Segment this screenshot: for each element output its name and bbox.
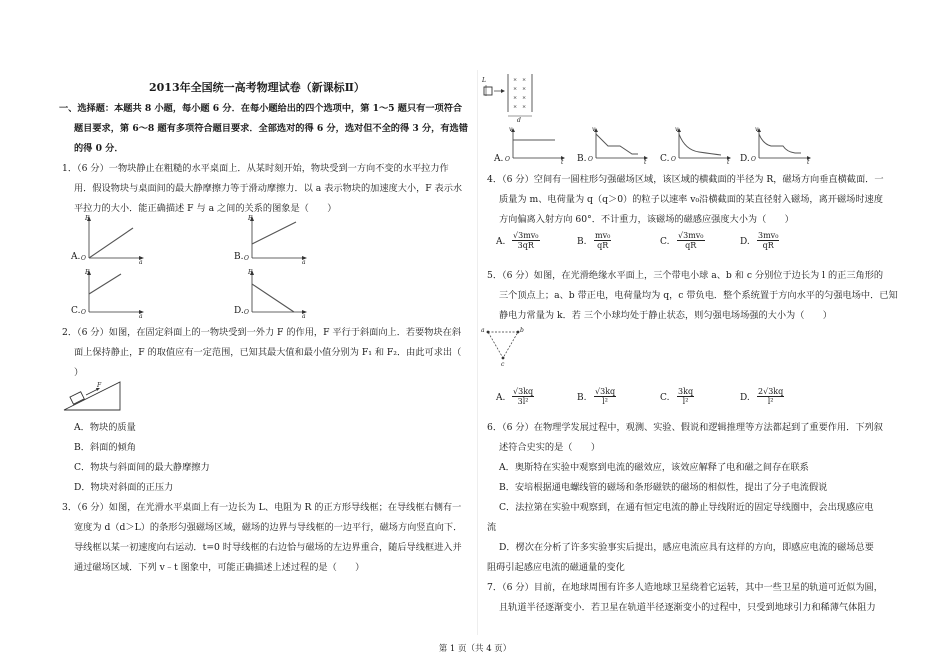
q3-graph-c <box>671 126 735 166</box>
q3-graph-b <box>588 126 652 166</box>
q1-graph-a <box>81 215 147 266</box>
q6-option-c: C．法拉第在实验中观察到，在通有恒定电流的静止导线附近的固定导线圈中，会出现感应电 <box>499 502 874 513</box>
axis-label-f: F <box>85 215 90 222</box>
q3-graph-d <box>751 126 815 166</box>
q3-text: 宽度为 d（d＞L）的条形匀强磁场区域，磁场的边界与导线框的一边平行，磁场方向竖直向下． <box>74 522 463 533</box>
svg-text:t: t <box>807 159 810 166</box>
origin-label: O <box>244 255 249 262</box>
svg-text:O: O <box>505 156 510 163</box>
q3-option-a-label: A. <box>494 154 504 164</box>
incline-diagram <box>64 380 124 412</box>
q3-option-d-label: D. <box>740 154 750 164</box>
svg-text:×: × <box>513 104 518 110</box>
loop-field-diagram <box>484 72 544 122</box>
svg-text:v: v <box>675 126 679 133</box>
q3-text: 通过磁场区域．下列 v﹣t 图象中，可能正确描述上述过程的是（ ） <box>74 562 365 573</box>
q4-option-d-label: D. <box>740 237 750 247</box>
q4-text: 4．（6 分）空间有一圆柱形匀强磁场区域，该区域的横截面的半径为 R，磁场方向垂直横截面．一 <box>487 174 884 185</box>
q6-text: 述符合史实的是（ ） <box>499 442 601 453</box>
svg-text:v: v <box>509 126 513 133</box>
q3-option-c-label: C. <box>660 154 670 164</box>
q4-option-a-label: A. <box>496 237 506 247</box>
q5-option-b-value: $\frac{√3kq}{\text{l²}}$ <box>595 387 616 406</box>
q1-text: 1．（6 分）一物块静止在粗糙的水平桌面上．从某时刻开始，物块受到一方向不变的水平拉力作 <box>62 163 449 174</box>
q1-text: 用．假设物块与桌面间的最大静摩擦力等于滑动摩擦力．以 a 表示物块的加速度大小，F 表示水 <box>74 183 463 194</box>
section-heading-line: 一、选择题：本题共 8 小题，每小题 6 分．在每小题给出的四个选项中，第 1～5 题只有一项符合 <box>59 103 463 114</box>
q6-option-d: D．楞次在分析了许多实验事实后提出，感应电流应具有这样的方向，即感应电流的磁场总要 <box>499 542 874 553</box>
q5-option-c-label: C. <box>660 393 670 403</box>
svg-text:×: × <box>522 77 527 83</box>
svg-text:O: O <box>588 156 593 163</box>
svg-text:×: × <box>522 86 527 92</box>
q6-option-d-cont: 阻碍引起感应电流的磁通量的变化 <box>487 562 625 573</box>
loop-side-label: L <box>482 77 486 84</box>
q5-option-b-label: B. <box>577 393 587 403</box>
q2-text: ） <box>74 367 84 378</box>
triangle-charges-diagram <box>481 327 524 368</box>
svg-text:×: × <box>513 86 518 92</box>
q1-graph-b <box>244 215 310 266</box>
q2-text: 2．（6 分）如图，在固定斜面上的一物块受到一外力 F 的作用，F 平行于斜面向上．若要物块在斜 <box>62 327 462 338</box>
svg-text:×: × <box>522 104 527 110</box>
section-heading-line: 的得 0 分． <box>74 143 124 154</box>
q5-text: 三个顶点上；a、b 带正电，电荷量均为 q，c 带负电．整个系统置于方向水平的匀强电场中．已知 <box>499 290 898 301</box>
axis-label-f: F <box>248 215 253 222</box>
q4-text: 方向偏离入射方向 60°．不计重力，该磁场的磁感应强度大小为（ ） <box>499 214 794 225</box>
svg-text:O: O <box>751 156 756 163</box>
q2-text: 面上保持静止，F 的取值应有一定范围，已知其最大值和最小值分别为 F₁ 和 F₂．由此可求出（ <box>74 347 462 358</box>
svg-text:v: v <box>592 126 596 133</box>
axis-label-a: a <box>139 313 143 320</box>
q3-graph-a <box>505 126 569 166</box>
svg-text:t: t <box>727 159 730 166</box>
q3-text: 导线框以某一初速度向右运动．t=0 时导线框的右边恰与磁场的左边界重合，随后导线框进入并 <box>74 542 462 553</box>
svg-text:v: v <box>755 126 759 133</box>
column-divider <box>477 70 478 635</box>
page-footer: 第 1 页（共 4 页） <box>438 644 512 654</box>
origin-label: O <box>244 309 249 316</box>
q1-option-c-label: C. <box>71 306 81 316</box>
q7-text: 7．（6 分）目前，在地球周围有许多人造地球卫星绕着它运转，其中一些卫星的轨道可近似为圆， <box>487 582 883 593</box>
q4-text: 质量为 m、电荷量为 q（q＞0）的粒子以速率 v₀沿横截面的某直径射入磁场，离开磁场时速度 <box>499 194 883 205</box>
q4-option-d-value: $\frac{\text{3mv₀}}{qR}$ <box>758 231 779 250</box>
q5-text: 5．（6 分）如图，在光滑绝缘水平面上，三个带电小球 a、b 和 c 分别位于边长为 l 的正三角形的 <box>487 270 884 281</box>
axis-label-f: F <box>248 269 253 276</box>
axis-label-a: a <box>139 259 143 266</box>
svg-text:×: × <box>513 95 518 101</box>
q5-option-c-value: $\frac{3kq}{\text{l²}}$ <box>678 387 694 406</box>
q2-option-d: D．物块对斜面的正压力 <box>74 482 174 493</box>
q6-option-a: A．奥斯特在实验中观察到电流的磁效应，该效应解释了电和磁之间存在联系 <box>499 462 809 473</box>
q4-option-a-value: $\frac{\text{√3mv₀}}{3qR}$ <box>513 231 539 250</box>
q2-option-a: A．物块的质量 <box>74 422 136 433</box>
q1-option-b-label: B. <box>234 252 244 262</box>
svg-text:t: t <box>561 159 564 166</box>
q2-option-c: C．物块与斜面间的最大静摩擦力 <box>74 462 210 473</box>
svg-text:O: O <box>671 156 676 163</box>
q1-text: 平拉力的大小．能正确描述 F 与 a 之间的关系的图象是（ ） <box>74 203 337 214</box>
q5-option-a-value: $\frac{√3kq}{\text{3l²}}$ <box>513 387 534 406</box>
q1-option-d-label: D. <box>234 306 244 316</box>
q4-option-b-value: $\frac{\text{mv₀}}{qR}$ <box>595 231 611 250</box>
force-label-f: F <box>97 382 102 389</box>
q5-text: 静电力常量为 k．若 三个小球均处于静止状态，则匀强电场场强的大小为（ ） <box>499 310 832 321</box>
q5-option-a-label: A. <box>496 393 506 403</box>
charge-a-label: a <box>481 327 485 334</box>
q4-option-c-value: $\frac{\text{√3mv₀}}{qR}$ <box>678 231 704 250</box>
q4-option-b-label: B. <box>577 237 587 247</box>
q7-text: 且轨道半径逐渐变小．若卫星在轨道半径逐渐变小的过程中，只受到地球引力和稀薄气体阻力 <box>499 602 876 613</box>
charge-b-label: b <box>520 327 524 334</box>
axis-label-a: a <box>302 313 306 320</box>
axis-label-a: a <box>302 259 306 266</box>
section-heading-line: 题目要求，第 6～8 题有多项符合题目要求．全部选对的得 6 分，选对但不全的得 3 分，有选错 <box>74 123 468 134</box>
q3-text: 3．（6 分）如图，在光滑水平桌面上有一边长为 L、电阻为 R 的正方形导线框；在导线框右侧有一 <box>62 502 462 513</box>
q6-text: 6．（6 分）在物理学发展过程中，观测、实验、假说和逻辑推理等方法都起到了重要作用．下列叙 <box>487 422 883 433</box>
axis-label-f: F <box>85 269 90 276</box>
q2-option-b: B．斜面的倾角 <box>74 442 136 453</box>
field-width-label: d <box>517 117 521 124</box>
svg-text:×: × <box>522 95 527 101</box>
q1-graph-c <box>81 269 147 320</box>
charge-c-label: c <box>501 361 505 368</box>
origin-label: O <box>81 309 86 316</box>
svg-text:t: t <box>644 159 647 166</box>
q4-option-c-label: C. <box>660 237 670 247</box>
q6-option-c-cont: 流 <box>487 522 497 533</box>
q1-option-a-label: A. <box>71 252 81 262</box>
q5-option-d-value: $\frac{2√3kq}{\text{l²}}$ <box>758 387 784 406</box>
q6-option-b: B．安培根据通电螺线管的磁场和条形磁铁的磁场的相似性，提出了分子电流假说 <box>499 482 828 493</box>
q5-option-d-label: D. <box>740 393 750 403</box>
origin-label: O <box>81 255 86 262</box>
svg-text:×: × <box>513 77 518 83</box>
page-title: 2013年全国统一高考物理试卷（新课标Ⅱ） <box>149 81 365 94</box>
q3-option-b-label: B. <box>577 154 587 164</box>
q1-graph-d <box>244 269 310 320</box>
